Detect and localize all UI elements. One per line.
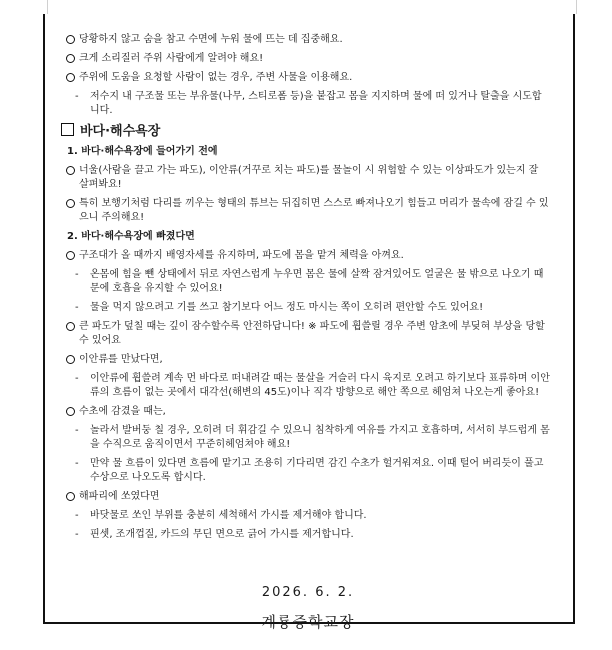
dash-item [65, 372, 551, 400]
dash-text: 바닷물로 쏘인 부위를 충분히 세척해서 가시를 제거해야 합니다. [90, 510, 367, 521]
document-frame [43, 14, 575, 631]
dash-marker: - [75, 529, 79, 540]
page-edge-left [47, 0, 48, 14]
document-date: 2026. 6. 2. [261, 585, 355, 600]
page-edge-right [576, 0, 577, 14]
bullet-text: 특히 보행기처럼 다리를 끼우는 형태의 튜브는 뒤집히면 스스로 빠져나오기 힘들고 머리가 물속에 잠길 수 있으니 주의해요! [79, 198, 549, 223]
bullet-text: 수초에 감겼을 때는, [79, 406, 166, 417]
dash-text: 저수지 내 구조물 또는 부유물(나무, 스티로폼 등)을 붙잡고 몸을 지지하며 물에 떠 있거나 탈출을 시도합니다. [90, 91, 542, 116]
bullet-text: 해파리에 쏘였다면 [79, 491, 160, 502]
document-body [65, 33, 551, 631]
section-heading [61, 123, 551, 141]
dash-text: 만약 물 흐름이 있다면 흐름에 맡기고 조용히 기다리면 감긴 수초가 헐거워져요. 이때 털어 버리듯이 풀고 수상으로 나오도록 합시다. [90, 458, 544, 483]
bullet-item [65, 490, 551, 504]
dash-marker: - [75, 510, 79, 521]
subsection-heading: 1. 바다·해수욕장에 들어가기 전에 [67, 146, 218, 157]
document-signer: 계룡중학교장 [261, 613, 355, 631]
dash-item [65, 90, 551, 118]
bullet-item [65, 71, 551, 85]
bullet-item [65, 164, 551, 192]
dash-text: 핀셋, 조개껍질, 카드의 무딘 면으로 긁어 가시를 제거합니다. [90, 529, 354, 540]
dash-marker: - [75, 269, 79, 280]
subsection-heading: 2. 바다·해수욕장에 빠졌다면 [67, 231, 195, 242]
bullet-text: 너울(사람을 끌고 가는 파도), 이안류(거꾸로 치는 파도)를 물놀이 시 위험할 수 있는 이상파도가 있는지 잘 살펴봐요! [79, 165, 539, 190]
dash-text: 온몸에 힘을 뺀 상태에서 뒤로 자연스럽게 누우면 몸은 물에 살짝 잠겨있어도 얼굴은 물 밖으로 나오기 때문에 호흡을 유지할 수 있어요! [90, 269, 544, 294]
dash-marker: - [75, 458, 79, 469]
dash-marker: - [75, 425, 79, 436]
dash-text: 놀라서 발버둥 칠 경우, 오히려 더 휘감길 수 있으니 침착하게 여유를 가지고 호흡하며, 서서히 부드럽게 몸을 수직으로 움직이면서 꾸준히헤엄쳐야 해요! [90, 425, 550, 450]
dash-text: 물을 먹지 않으려고 기를 쓰고 참기보다 어느 정도 마시는 쪽이 오히려 편안할 수도 있어요! [90, 302, 484, 313]
bullet-text: 당황하지 않고 숨을 참고 수면에 누워 물에 뜨는 데 집중해요. [79, 34, 343, 45]
bullet-item [65, 405, 551, 419]
dash-marker: - [75, 373, 79, 384]
bullet-text: 구조대가 올 때까지 배영자세를 유지하며, 파도에 몸을 맡겨 체력을 아껴요. [79, 250, 404, 261]
bullet-item [65, 197, 551, 225]
bullet-item [65, 249, 551, 263]
bullet-item [65, 52, 551, 66]
bullet-text: 주위에 도움을 요청할 사람이 없는 경우, 주변 사물을 이용해요. [79, 72, 353, 83]
section-heading-text: 바다·해수욕장 [80, 124, 161, 139]
dash-marker: - [75, 91, 79, 102]
dash-item [65, 301, 551, 315]
dash-item [65, 268, 551, 296]
dash-item [65, 424, 551, 452]
dash-text: 이안류에 휩쓸려 계속 먼 바다로 떠내려갈 때는 물살을 거슬러 다시 육지로 오려고 하기보다 표류하며 이안류의 흐름이 없는 곳에서 대각선(해변의 45도)이나 직각 방향으로 해안 쪽으로 헤엄쳐 나오는게 좋아요! [90, 373, 550, 398]
dash-item [65, 457, 551, 485]
bullet-item [65, 33, 551, 47]
dash-item [65, 509, 551, 523]
bullet-text: 크게 소리질러 주위 사람에게 알려야 해요! [79, 53, 264, 64]
bullet-item [65, 353, 551, 367]
bullet-text: 이안류를 만났다면, [79, 354, 163, 365]
dash-marker: - [75, 302, 79, 313]
bullet-text: 큰 파도가 덮칠 때는 깊이 잠수할수록 안전하답니다! ※ 파도에 휩쓸릴 경우 주변 암초에 부딪혀 부상을 당할 수 있어요 [79, 321, 545, 346]
dash-item [65, 528, 551, 542]
bullet-item [65, 320, 551, 348]
checkbox-square-icon [61, 123, 74, 136]
